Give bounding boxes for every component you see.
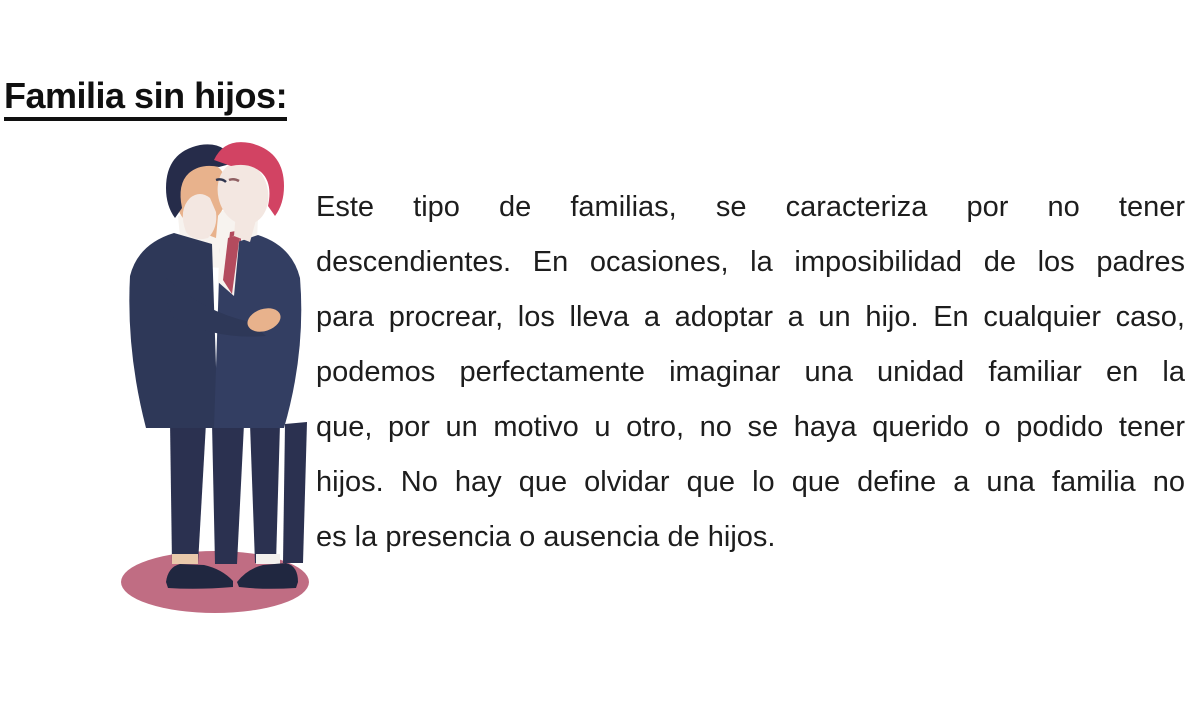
right-man-sock — [256, 554, 280, 564]
couple-illustration-svg — [116, 136, 314, 616]
body-paragraph — [316, 180, 1185, 565]
right-man-leg — [283, 422, 307, 563]
left-man-leg — [212, 423, 244, 564]
paragraph-line: que, por un motivo u otro, no se haya querido o podido tener — [316, 411, 1185, 443]
paragraph-line: para procrear, los lleva a adoptar a un hijo. En cualquier caso, — [316, 301, 1185, 333]
left-man-sock — [172, 554, 198, 564]
right-man-leg — [250, 424, 280, 563]
page-title: Familia sin hijos: — [4, 76, 287, 121]
paragraph-line: hijos. No hay que olvidar que lo que define a una familia no — [316, 466, 1185, 498]
left-man-jacket — [129, 233, 218, 428]
paragraph-line: podemos perfectamente imaginar una unidad familiar en la — [316, 356, 1185, 388]
paragraph-line: descendientes. En ocasiones, la imposibilidad de los padres — [316, 246, 1185, 278]
paragraph-line: Este tipo de familias, se caracteriza por no tener — [316, 191, 1185, 223]
paragraph-line: es la presencia o ausencia de hijos. — [316, 521, 776, 553]
couple-illustration — [116, 136, 314, 616]
left-man-leg — [170, 421, 206, 564]
